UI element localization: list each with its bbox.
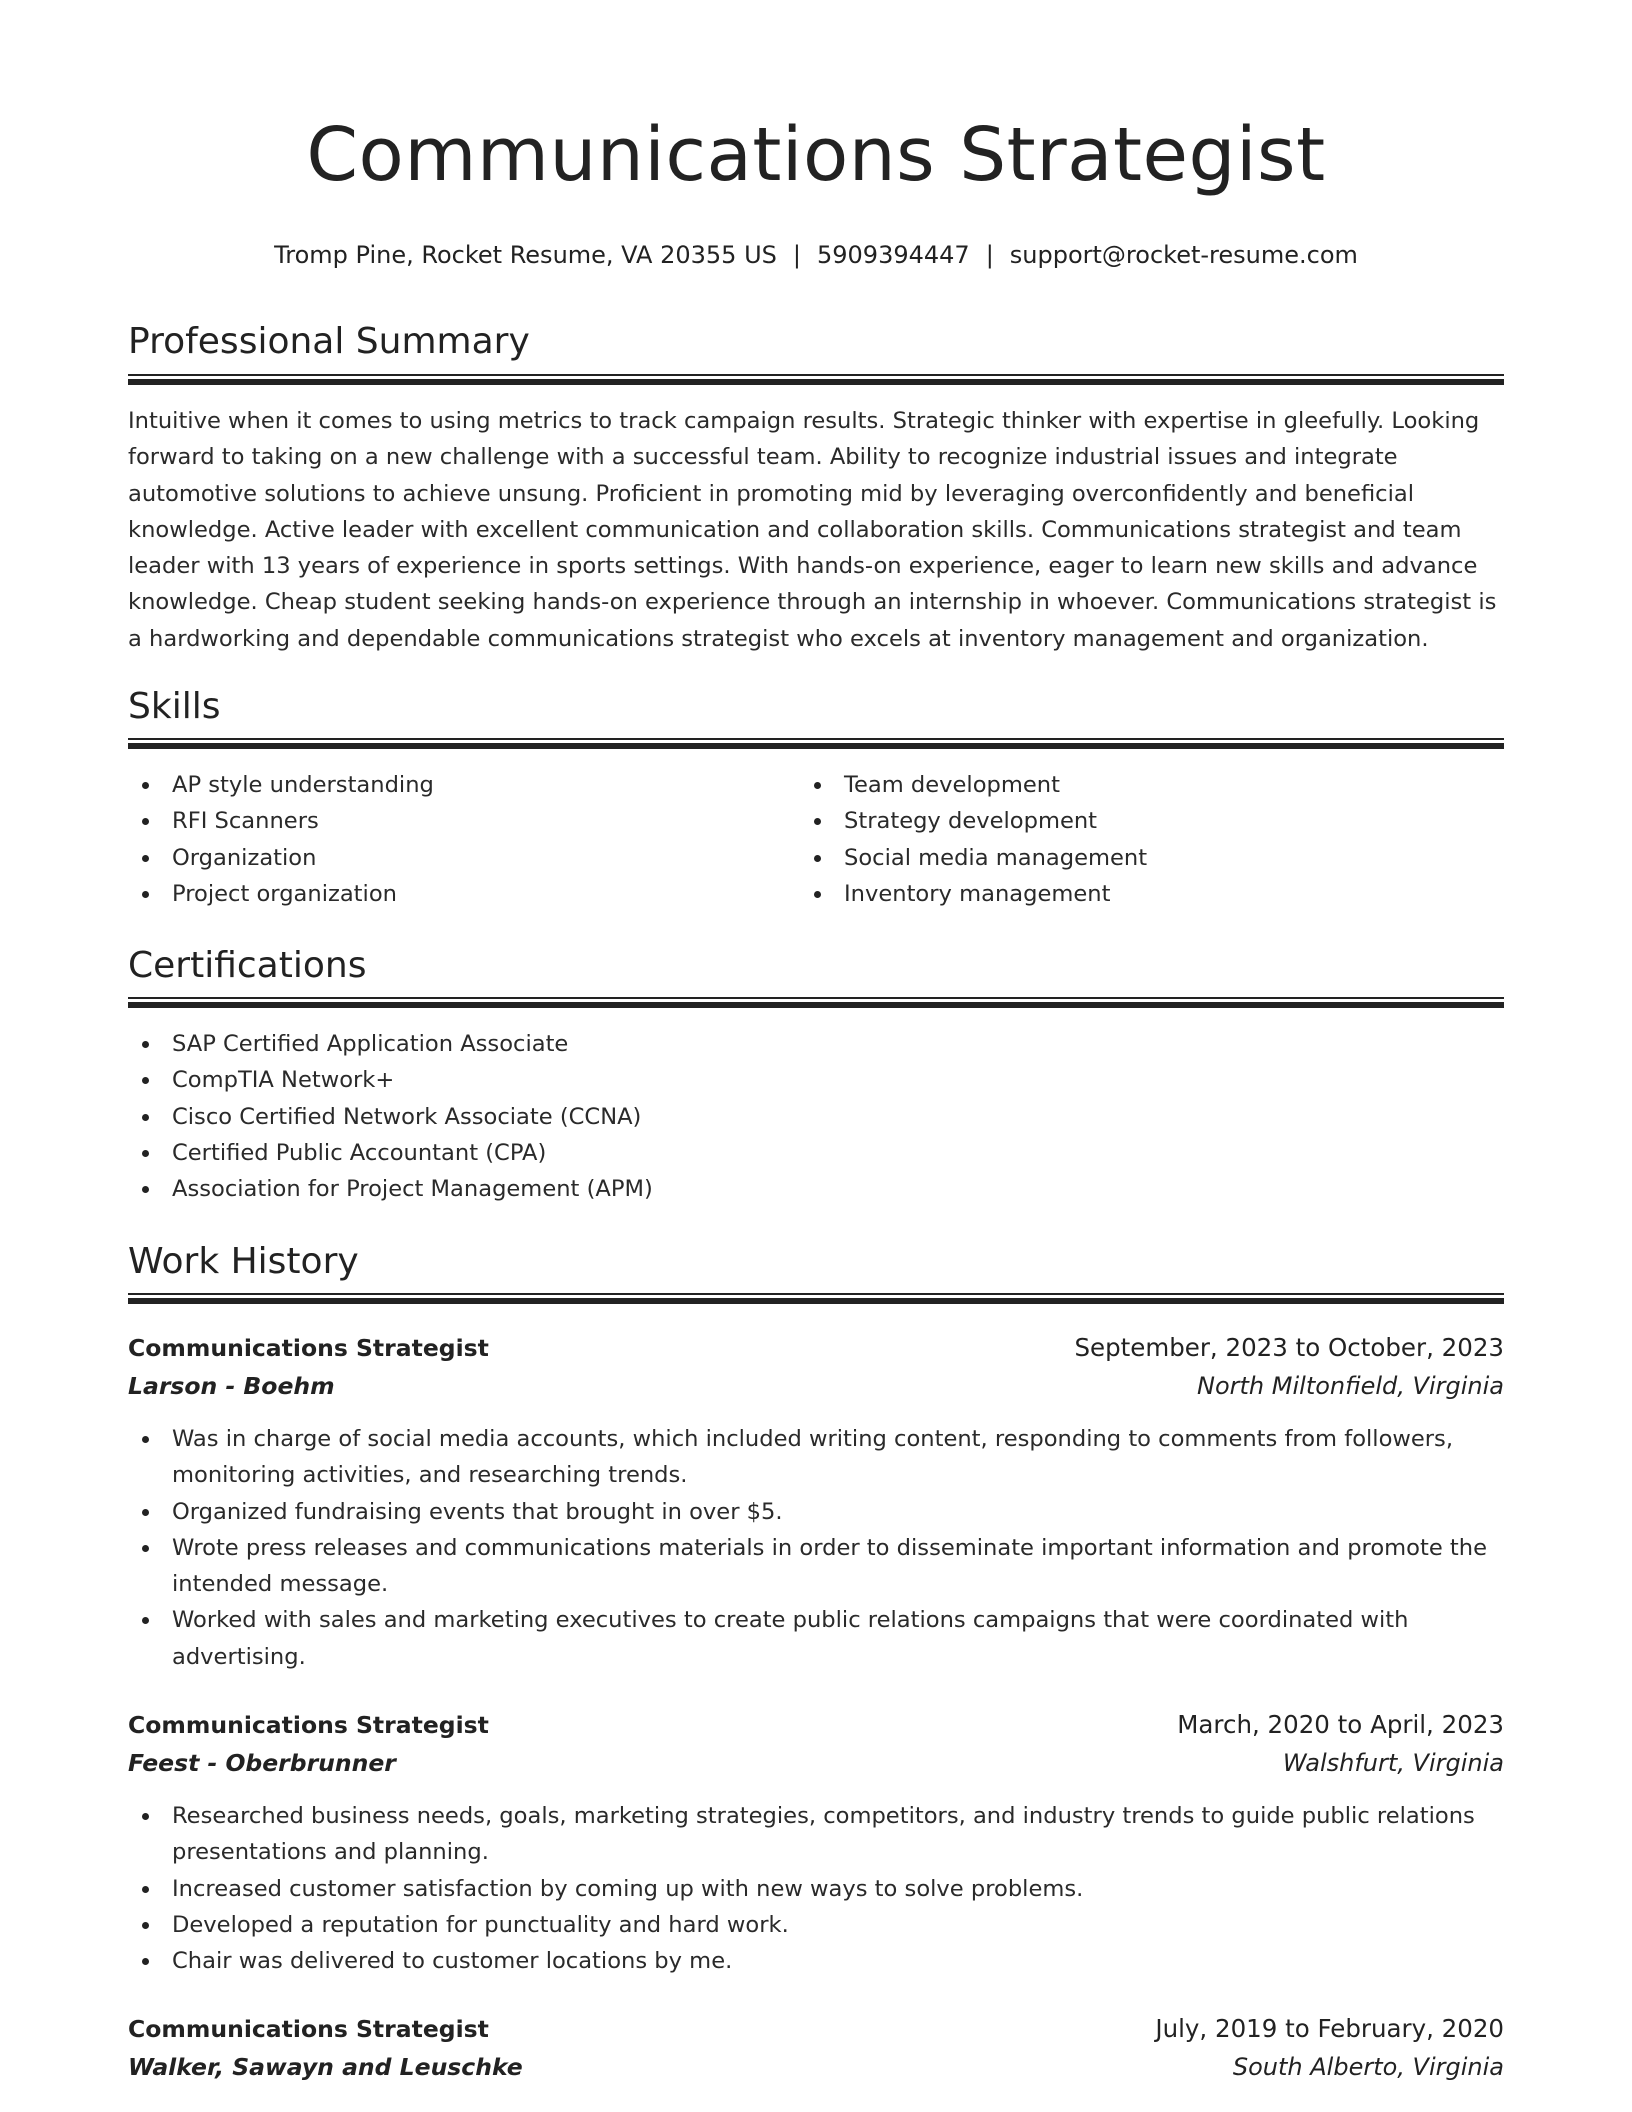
contact-line (128, 240, 1504, 270)
job-bullet: Increased customer satisfaction by coming up with new ways to solve problems. (128, 1871, 1504, 1907)
section-title-work-history: Work History (128, 1241, 359, 1282)
contact-email[interactable]: support@rocket-resume.com (1009, 241, 1358, 269)
job-bullet: Researched business needs, goals, marketing strategies, competitors, and industry trends to guide public relations presentations and planning. (128, 1798, 1504, 1871)
job-company: Feest - Oberbrunner (128, 1749, 396, 1777)
certification-item: Cisco Certified Network Associate (CCNA) (128, 1099, 1504, 1135)
skill-item: AP style understanding (128, 767, 788, 803)
certification-item: SAP Certified Application Associate (128, 1026, 1504, 1062)
skill-item: RFI Scanners (128, 803, 788, 839)
certification-item: Association for Project Management (APM) (128, 1171, 1504, 1207)
section-title-skills: Skills (128, 686, 221, 727)
section-rule (128, 738, 1504, 749)
job-dates: September, 2023 to October, 2023 (1074, 1333, 1504, 1362)
job-bullet: Organized fundraising events that brought in over $5. (128, 1494, 1504, 1530)
section-rule (128, 1293, 1504, 1304)
certifications-list (128, 1026, 1504, 1207)
skill-item: Team development (800, 767, 1460, 803)
section-title-certifications: Certifications (128, 945, 367, 986)
job-title: Communications Strategist (128, 1334, 489, 1362)
job-entry (128, 2010, 1504, 2086)
job-bullet: Worked with sales and marketing executives to create public relations campaigns that were coordinated with advertising. (128, 1602, 1504, 1675)
job-title: Communications Strategist (128, 1711, 489, 1739)
job-dates: July, 2019 to February, 2020 (1155, 2014, 1504, 2043)
certification-item: Certified Public Accountant (CPA) (128, 1135, 1504, 1171)
job-location: Walshfurt, Virginia (1282, 1749, 1504, 1777)
contact-separator: | (792, 241, 801, 269)
contact-separator: | (985, 241, 994, 269)
section-title-summary: Professional Summary (128, 321, 530, 362)
job-bullet: Chair was delivered to customer locations by me. (128, 1943, 1504, 1979)
section-rule (128, 374, 1504, 385)
job-bullet: Was in charge of social media accounts, which included writing content, responding to comments from followers, monitoring activities, and researching trends. (128, 1421, 1504, 1494)
section-rule (128, 997, 1504, 1008)
job-entry (128, 1329, 1504, 1675)
skill-item: Inventory management (800, 876, 1460, 912)
skills-column-right (800, 767, 1460, 912)
skill-item: Social media management (800, 840, 1460, 876)
job-title: Communications Strategist (128, 2015, 489, 2043)
contact-address: Tromp Pine, Rocket Resume, VA 20355 US (274, 241, 777, 269)
contact-phone: 5909394447 (816, 241, 970, 269)
skill-item: Strategy development (800, 803, 1460, 839)
skills-column-left (128, 767, 788, 912)
job-entry (128, 1706, 1504, 1979)
summary-text: Intuitive when it comes to using metrics to track campaign results. Strategic thinker with expertise in gleefully. Looking forward to taking on a new challenge with a successful team. Ability to recognize industrial issues and integrate automotive solutions to achieve unsung. Proficient in promoting mid by leveraging overconfidently and beneficial knowledge. Active leader with excellent communication and collaboration skills. Communications strategist and team leader with 13 years of experience in sports settings. With hands-on experience, eager to learn new skills and advance knowledge. Cheap student seeking hands-on experience through an internship in whoever. Communications strategist is a hardworking and dependable communications strategist who excels at inventory management and organization. (128, 408, 1497, 652)
job-company: Walker, Sawayn and Leuschke (128, 2053, 523, 2081)
job-dates: March, 2020 to April, 2023 (1177, 1710, 1504, 1739)
job-location: South Alberto, Virginia (1232, 2053, 1504, 2081)
job-bullet: Wrote press releases and communications materials in order to disseminate important information and promote the intended message. (128, 1530, 1504, 1603)
job-company: Larson - Boehm (128, 1372, 335, 1400)
job-bullets (128, 1421, 1504, 1675)
job-bullets (128, 1798, 1504, 1979)
skill-item: Organization (128, 840, 788, 876)
job-location: North Miltonfield, Virginia (1197, 1372, 1504, 1400)
certification-item: CompTIA Network+ (128, 1062, 1504, 1098)
skill-item: Project organization (128, 876, 788, 912)
job-bullet: Developed a reputation for punctuality and hard work. (128, 1907, 1504, 1943)
resume-name: Communications Strategist (306, 112, 1326, 198)
